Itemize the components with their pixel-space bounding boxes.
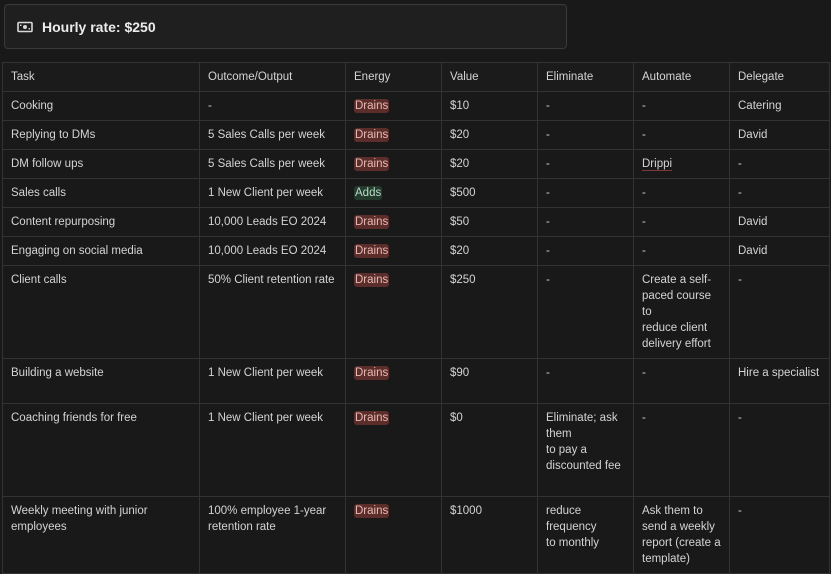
column-header-automate[interactable]: Automate — [634, 63, 730, 92]
hourly-rate-text: Hourly rate: $250 — [42, 18, 156, 35]
cell-outcome[interactable]: 100% employee 1-year retention rate — [200, 497, 346, 574]
column-header-task[interactable]: Task — [3, 63, 200, 92]
energy-tag-drains: Drains — [355, 367, 389, 379]
cell-outcome[interactable]: 1 New Client per week — [200, 179, 346, 208]
energy-tag-adds: Adds — [355, 187, 382, 199]
cell-outcome[interactable]: 1 New Client per week — [200, 359, 346, 404]
cell-outcome[interactable]: 1 New Client per week — [200, 404, 346, 497]
cell-value[interactable]: $250 — [442, 266, 538, 359]
cell-automate[interactable]: - — [634, 208, 730, 237]
cell-value[interactable]: $90 — [442, 359, 538, 404]
column-header-energy[interactable]: Energy — [346, 63, 442, 92]
cell-delegate[interactable]: - — [730, 179, 830, 208]
table-row — [3, 208, 830, 237]
table-row — [3, 121, 830, 150]
cell-task[interactable]: Sales calls — [3, 179, 200, 208]
cell-delegate[interactable]: David — [730, 237, 830, 266]
automation-tool-link[interactable]: Drippi — [642, 158, 673, 170]
energy-tag-drains: Drains — [355, 158, 389, 170]
cell-energy[interactable] — [346, 150, 442, 179]
cell-automate[interactable]: - — [634, 404, 730, 497]
cell-automate[interactable]: Create a self-paced course to reduce client delivery effort — [634, 266, 730, 359]
cell-automate[interactable]: - — [634, 92, 730, 121]
cell-value[interactable]: $1000 — [442, 497, 538, 574]
cell-eliminate[interactable]: Eliminate; ask them to pay a discounted fee — [538, 404, 634, 497]
energy-tag-drains: Drains — [355, 245, 389, 257]
cell-automate[interactable]: - — [634, 237, 730, 266]
cell-energy[interactable] — [346, 359, 442, 404]
cell-outcome[interactable]: 50% Client retention rate — [200, 266, 346, 359]
cell-value[interactable]: $20 — [442, 237, 538, 266]
column-header-delegate[interactable]: Delegate — [730, 63, 830, 92]
cell-energy[interactable] — [346, 179, 442, 208]
cell-value[interactable]: $10 — [442, 92, 538, 121]
cell-eliminate[interactable]: - — [538, 92, 634, 121]
cell-delegate[interactable]: - — [730, 497, 830, 574]
cell-energy[interactable] — [346, 92, 442, 121]
money-bill-icon — [17, 19, 33, 35]
cell-value[interactable]: $50 — [442, 208, 538, 237]
cell-automate[interactable] — [634, 150, 730, 179]
cell-task[interactable]: Replying to DMs — [3, 121, 200, 150]
energy-tag-drains: Drains — [355, 505, 389, 517]
cell-task[interactable]: Content repurposing — [3, 208, 200, 237]
cell-task[interactable]: Engaging on social media — [3, 237, 200, 266]
table-body — [3, 92, 830, 574]
cell-eliminate[interactable]: - — [538, 150, 634, 179]
cell-delegate[interactable]: Catering — [730, 92, 830, 121]
table-header-row — [3, 63, 830, 92]
column-header-outcome-output[interactable]: Outcome/Output — [200, 63, 346, 92]
cell-energy[interactable] — [346, 237, 442, 266]
cell-delegate[interactable]: - — [730, 150, 830, 179]
cell-eliminate[interactable]: - — [538, 179, 634, 208]
cell-value[interactable]: $500 — [442, 179, 538, 208]
cell-value[interactable]: $20 — [442, 150, 538, 179]
cell-task[interactable]: Client calls — [3, 266, 200, 359]
cell-automate[interactable]: - — [634, 121, 730, 150]
table-row — [3, 179, 830, 208]
cell-energy[interactable] — [346, 497, 442, 574]
table-row — [3, 266, 830, 359]
cell-task[interactable]: Weekly meeting with junior employees — [3, 497, 200, 574]
column-header-value[interactable]: Value — [442, 63, 538, 92]
hourly-rate-callout — [4, 4, 567, 49]
cell-energy[interactable] — [346, 404, 442, 497]
cell-value[interactable]: $20 — [442, 121, 538, 150]
cell-outcome[interactable]: 5 Sales Calls per week — [200, 150, 346, 179]
table-row — [3, 404, 830, 497]
energy-tag-drains: Drains — [355, 412, 389, 424]
cell-task[interactable]: DM follow ups — [3, 150, 200, 179]
table-row — [3, 359, 830, 404]
cell-eliminate[interactable]: - — [538, 121, 634, 150]
cell-delegate[interactable]: Hire a specialist — [730, 359, 830, 404]
cell-automate[interactable]: - — [634, 179, 730, 208]
cell-eliminate[interactable]: - — [538, 266, 634, 359]
cell-outcome[interactable]: 10,000 Leads EO 2024 — [200, 208, 346, 237]
cell-delegate[interactable]: David — [730, 121, 830, 150]
column-header-eliminate[interactable]: Eliminate — [538, 63, 634, 92]
cell-delegate[interactable]: - — [730, 404, 830, 497]
energy-tag-drains: Drains — [355, 129, 389, 141]
task-audit-table — [2, 62, 830, 574]
cell-delegate[interactable]: - — [730, 266, 830, 359]
cell-outcome[interactable]: 5 Sales Calls per week — [200, 121, 346, 150]
cell-energy[interactable] — [346, 121, 442, 150]
cell-automate[interactable]: - — [634, 359, 730, 404]
energy-tag-drains: Drains — [355, 100, 389, 112]
task-audit-table-wrapper — [2, 62, 830, 574]
cell-outcome[interactable]: - — [200, 92, 346, 121]
cell-energy[interactable] — [346, 208, 442, 237]
table-row — [3, 92, 830, 121]
cell-value[interactable]: $0 — [442, 404, 538, 497]
cell-energy[interactable] — [346, 266, 442, 359]
cell-eliminate[interactable]: reduce frequency to monthly — [538, 497, 634, 574]
energy-tag-drains: Drains — [355, 216, 389, 228]
cell-task[interactable]: Cooking — [3, 92, 200, 121]
table-row — [3, 150, 830, 179]
energy-tag-drains: Drains — [355, 274, 389, 286]
cell-delegate[interactable]: David — [730, 208, 830, 237]
cell-automate[interactable]: Ask them to send a weekly report (create a template) — [634, 497, 730, 574]
table-row — [3, 497, 830, 574]
cell-task[interactable]: Coaching friends for free — [3, 404, 200, 497]
cell-task[interactable]: Building a website — [3, 359, 200, 404]
cell-eliminate[interactable]: - — [538, 359, 634, 404]
cell-outcome[interactable]: 10,000 Leads EO 2024 — [200, 237, 346, 266]
table-row — [3, 237, 830, 266]
cell-eliminate[interactable]: - — [538, 208, 634, 237]
cell-eliminate[interactable]: - — [538, 237, 634, 266]
